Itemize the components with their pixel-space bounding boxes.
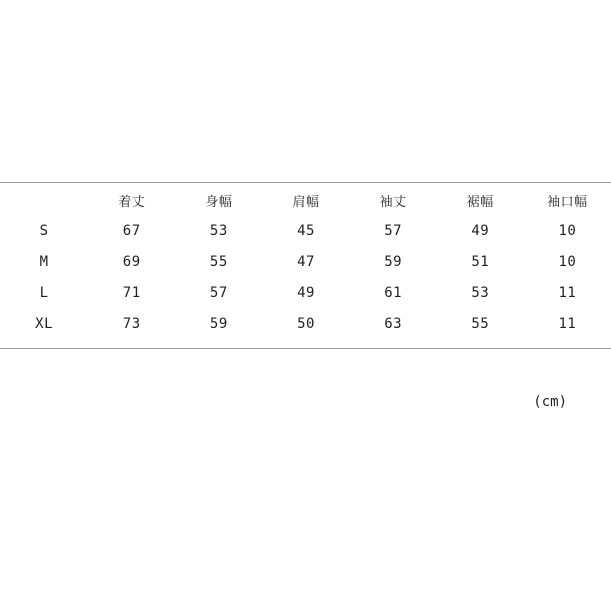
table-header-kitake: 着丈 <box>118 193 146 209</box>
table-row <box>0 246 611 277</box>
cell-xl-katahaba: 50 <box>297 315 315 332</box>
row-label-xl: XL <box>35 315 53 332</box>
table-header-row <box>0 185 611 215</box>
table-row <box>0 277 611 308</box>
cell-xl-kitake: 73 <box>122 315 141 332</box>
unit-note: (cm) <box>533 394 567 410</box>
table-top-rule <box>0 182 611 183</box>
table-header-sodeguchihaba: 袖口幅 <box>547 193 588 209</box>
cell-l-kitake: 71 <box>122 284 141 301</box>
cell-s-sodetake: 57 <box>384 222 403 239</box>
table-corner-cell <box>0 185 88 215</box>
cell-m-sodeguchihaba: 10 <box>558 253 577 270</box>
cell-l-susohaba: 53 <box>471 284 490 301</box>
cell-l-mihaba: 57 <box>209 284 228 301</box>
cell-l-sodeguchihaba: 11 <box>558 284 577 301</box>
cell-s-mihaba: 53 <box>209 222 228 239</box>
cell-m-kitake: 69 <box>122 253 141 270</box>
table-row <box>0 308 611 339</box>
cell-xl-sodeguchihaba: 11 <box>558 315 577 332</box>
cell-xl-mihaba: 59 <box>209 315 228 332</box>
cell-xl-sodetake: 63 <box>384 315 403 332</box>
cell-xl-susohaba: 55 <box>471 315 490 332</box>
cell-s-kitake: 67 <box>122 222 141 239</box>
cell-m-mihaba: 55 <box>209 253 228 270</box>
cell-s-katahaba: 45 <box>297 222 315 239</box>
cell-l-sodetake: 61 <box>384 284 403 301</box>
cell-s-sodeguchihaba: 10 <box>558 222 577 239</box>
table-header-susohaba: 裾幅 <box>466 193 494 209</box>
row-label-l: L <box>39 284 49 301</box>
cell-m-susohaba: 51 <box>471 253 490 270</box>
row-label-s: S <box>39 222 49 239</box>
cell-m-katahaba: 47 <box>297 253 315 270</box>
table-row <box>0 215 611 246</box>
table-bottom-rule <box>0 348 611 349</box>
table-header-katahaba: 肩幅 <box>292 193 320 209</box>
cell-m-sodetake: 59 <box>384 253 403 270</box>
size-table <box>0 185 611 339</box>
cell-s-susohaba: 49 <box>471 222 490 239</box>
table-header-sodetake: 袖丈 <box>379 193 407 209</box>
table-header-mihaba: 身幅 <box>205 193 233 209</box>
row-label-m: M <box>39 253 49 270</box>
cell-l-katahaba: 49 <box>297 284 315 301</box>
